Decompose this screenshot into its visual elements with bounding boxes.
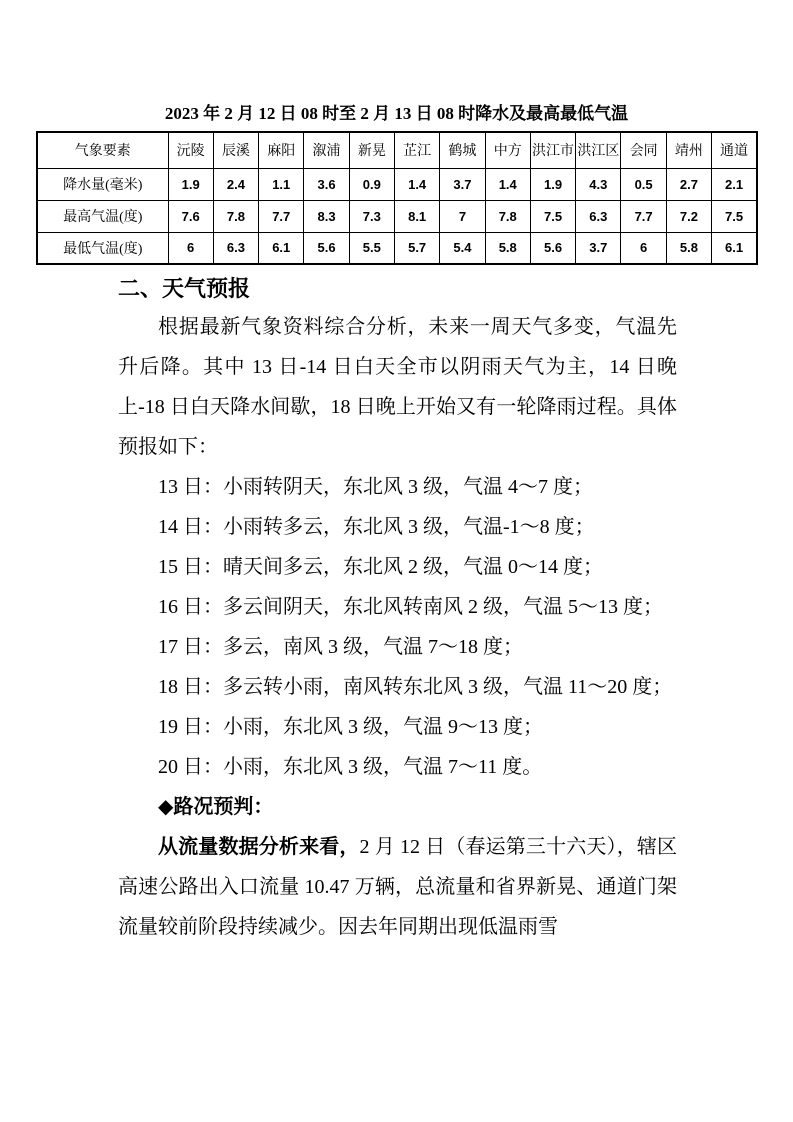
table-cell: 8.3 [304, 200, 349, 232]
table-cell: 1.9 [530, 168, 575, 200]
header-cell-station: 新晃 [349, 132, 394, 168]
table-cell: 3.7 [576, 232, 621, 264]
header-cell-station: 中方 [485, 132, 530, 168]
table-cell: 2.7 [666, 168, 711, 200]
table-cell: 4.3 [576, 168, 621, 200]
header-cell-station: 通道 [712, 132, 757, 168]
table-cell: 7.2 [666, 200, 711, 232]
table-cell: 5.7 [394, 232, 439, 264]
section-heading-weather-forecast: 二、天气预报 [118, 276, 251, 301]
forecast-day-line: 16 日：多云间阴天，东北风转南风 2 级，气温 5～13 度； [158, 596, 663, 618]
table-cell: 6.3 [576, 200, 621, 232]
forecast-day-line: 18 日：多云转小雨，南风转东北风 3 级，气温 11～20 度； [158, 676, 673, 698]
table-header-row [37, 132, 757, 168]
forecast-day-line: 19 日：小雨，东北风 3 级，气温 9～13 度； [158, 716, 543, 738]
header-cell-station: 靖州 [666, 132, 711, 168]
header-cell-station: 洪江区 [576, 132, 621, 168]
weather-table [36, 131, 758, 265]
header-cell-element: 气象要素 [37, 132, 168, 168]
header-cell-station: 沅陵 [168, 132, 213, 168]
table-cell: 7.5 [530, 200, 575, 232]
table-cell: 6.1 [259, 232, 304, 264]
forecast-intro-paragraph: 根据最新气象资料综合分析，未来一周天气多变，气温先升后降。其中 13 日-14 日白天全市以阴雨天气为主，14 日晚上-18 日白天降水间歇，18 日晚上开始又有一轮降雨过程。具体预报如下： [118, 316, 677, 458]
table-cell: 5.6 [304, 232, 349, 264]
forecast-day-line: 20 日：小雨，东北风 3 级，气温 7～11 度。 [158, 756, 543, 778]
table-cell: 6 [168, 232, 213, 264]
forecast-day-line: 13 日：小雨转阴天，东北风 3 级，气温 4～7 度； [158, 476, 593, 498]
table-cell: 6.3 [213, 232, 258, 264]
table-cell: 5.5 [349, 232, 394, 264]
table-cell: 2.1 [712, 168, 757, 200]
table-row-min-temp [37, 232, 757, 264]
table-cell: 1.9 [168, 168, 213, 200]
header-cell-station: 会同 [621, 132, 666, 168]
table-cell: 0.5 [621, 168, 666, 200]
document-body [118, 273, 677, 947]
header-cell-station: 芷江 [394, 132, 439, 168]
table-cell: 2.4 [213, 168, 258, 200]
forecast-day-line: 15 日：晴天间多云，东北风 2 级，气温 0～14 度； [158, 556, 603, 578]
header-cell-station: 洪江市 [530, 132, 575, 168]
table-cell: 7.8 [485, 200, 530, 232]
row-label: 最高气温(度) [37, 200, 168, 232]
row-label: 降水量(毫米) [37, 168, 168, 200]
header-cell-station: 溆浦 [304, 132, 349, 168]
table-cell: 3.7 [440, 168, 485, 200]
table-cell: 5.8 [666, 232, 711, 264]
table-cell: 7.7 [621, 200, 666, 232]
table-cell: 7 [440, 200, 485, 232]
table-cell: 7.8 [213, 200, 258, 232]
table-cell: 5.4 [440, 232, 485, 264]
table-cell: 1.1 [259, 168, 304, 200]
table-cell: 8.1 [394, 200, 439, 232]
table-cell: 6.1 [712, 232, 757, 264]
header-cell-station: 辰溪 [213, 132, 258, 168]
table-cell: 7.7 [259, 200, 304, 232]
table-cell: 3.6 [304, 168, 349, 200]
table-cell: 7.6 [168, 200, 213, 232]
table-cell: 6 [621, 232, 666, 264]
header-cell-station: 鹤城 [440, 132, 485, 168]
table-cell: 7.3 [349, 200, 394, 232]
table-cell: 5.8 [485, 232, 530, 264]
road-condition-paragraph [118, 827, 677, 947]
road-condition-heading: ◆路况预判： [158, 796, 274, 818]
forecast-day-line: 14 日：小雨转多云，东北风 3 级，气温-1～8 度； [158, 516, 595, 538]
table-cell: 1.4 [485, 168, 530, 200]
table-row-max-temp [37, 200, 757, 232]
table-cell: 5.6 [530, 232, 575, 264]
forecast-day-line: 17 日：多云，南风 3 级，气温 7～18 度； [158, 636, 523, 658]
table-cell: 7.5 [712, 200, 757, 232]
table-cell: 0.9 [349, 168, 394, 200]
road-paragraph-lead: 从流量数据分析来看， [158, 836, 360, 858]
table-row-precipitation [37, 168, 757, 200]
table-cell: 1.4 [394, 168, 439, 200]
table-title: 2023 年 2 月 12 日 08 时至 2 月 13 日 08 时降水及最高最低气温 [164, 104, 629, 123]
row-label: 最低气温(度) [37, 232, 168, 264]
header-cell-station: 麻阳 [259, 132, 304, 168]
road-paragraph-text: 2 月 12 日（春运第三十六天），辖区高速公路出入口流量 10.47 万辆，总流量和省界新晃、通道门架流量较前阶段持续减少。因去年同期出现低温雨雪 [118, 836, 678, 938]
